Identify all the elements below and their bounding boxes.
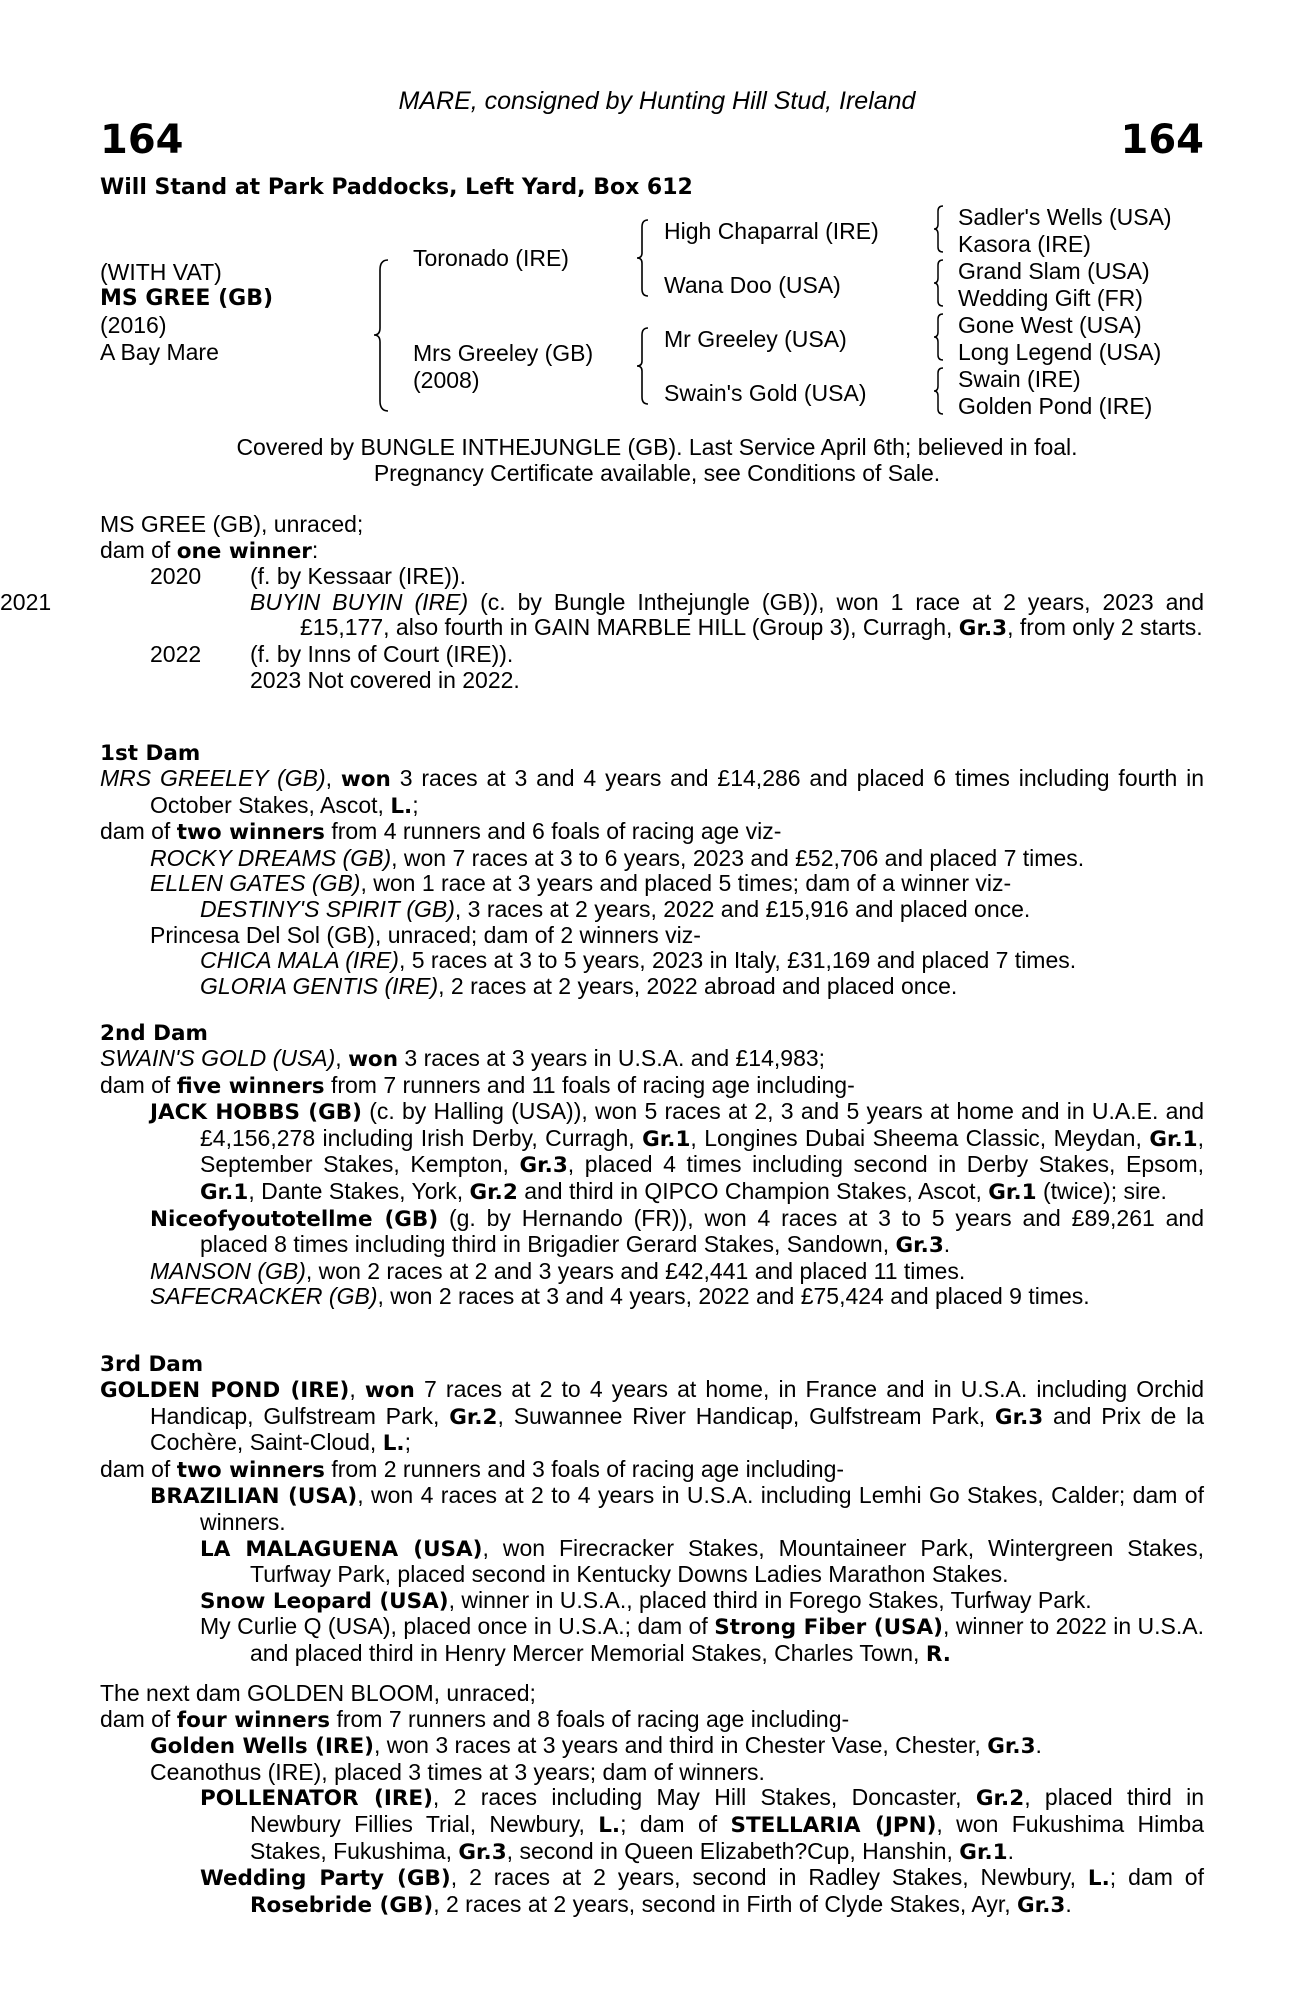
second-dam-produce-summary: dam of five winners from 7 runners and 11 foals of racing age including- [100,1071,855,1099]
pedigree-brace-sire [635,218,651,298]
lot-number-right: 164 [1120,117,1204,163]
pedigree-brace-g2 [932,258,946,308]
horse-name: MS GREE (GB) [100,286,274,311]
third-dam-section [100,1377,1204,1668]
third-dam-foal-1: BRAZILIAN (USA), won 4 races at 2 to 4 years in U.S.A. including Lemhi Go Stakes, Calder; dam of winners. [150,1482,1204,1535]
pedigree-g3-8: Golden Pond (IRE) [958,393,1153,419]
pedigree-brace-main [372,258,392,413]
pedigree-brace-g1 [932,204,946,254]
next-dam-grandfoal-1: POLLENATOR (IRE), 2 races including May Hill Stakes, Doncaster, Gr.2, placed third in Newbury Fillies Trial, Newbury, L.; dam of STELLARIA (JPN), won Fukushima Himba Stakes, Fukushima, Gr.3, second in Queen Elizabeth?Cup, Hanshin, Gr.1. [200,1784,1205,1865]
first-dam-section [100,766,1204,999]
covered-line-1: Covered by BUNGLE INTHEJUNGLE (GB). Last Service April 6th; believed in foal. [236,434,1078,460]
third-dam-grandfoal-2: Snow Leopard (USA), winner in U.S.A., placed third in Forego Stakes, Turfway Park. [200,1586,1092,1614]
produce-2021: 2021 BUYIN BUYIN (IRE) (c. by Bungle Inthejungle (GB)), won 1 race at 2 years, 2023 and £15,177, also fourth in GAIN MARBLE HILL (Group 3), Curragh, Gr.3, from only 2 starts. [0,588,1204,642]
produce-intro: MS GREE (GB), unraced; [100,511,364,537]
second-dam-foal-3: MANSON (GB), won 2 races at 2 and 3 years and £42,441 and placed 11 times. [150,1257,966,1284]
covered-line-2: Pregnancy Certificate available, see Conditions of Sale. [373,459,941,486]
pedigree-g3-4: Wedding Gift (FR) [958,285,1143,311]
second-dam-heading: 2nd Dam [100,1021,208,1046]
pedigree-g3-6: Long Legend (USA) [958,339,1162,365]
pedigree-sire-sire: High Chaparral (IRE) [664,218,879,244]
pedigree-dam: Mrs Greeley (GB) [413,340,594,366]
second-dam-section [100,1046,1204,1310]
produce-2020: 2020 (f. by Kessaar (IRE)). [150,563,466,590]
next-dam-grandfoal-2: Wedding Party (GB), 2 races at 2 years, second in Radley Stakes, Newbury, L.; dam of Rosebride (GB), 2 races at 2 years, second in Firth of Clyde Stakes, Ayr, Gr.3. [200,1864,1204,1918]
stand-location: Will Stand at Park Paddocks, Left Yard, Box 612 [100,175,693,200]
pedigree-sire: Toronado (IRE) [413,245,569,271]
third-dam-heading: 3rd Dam [100,1352,204,1377]
second-dam-record: SWAIN'S GOLD (USA), won 3 races at 3 years in U.S.A. and £14,983; [100,1045,826,1072]
horse-year: (2016) [100,312,167,338]
first-dam-foal-3: Princesa Del Sol (GB), unraced; dam of 2 winners viz- [150,921,701,948]
first-dam-foal-2: ELLEN GATES (GB), won 1 race at 3 years and placed 5 times; dam of a winner viz- [150,870,1012,897]
pedigree-dam-year: (2008) [413,367,480,393]
third-dam-grandfoal-1: LA MALAGUENA (USA), won Firecracker Stakes, Mountaineer Park, Wintergreen Stakes, Turfway Park, placed second in Kentucky Downs Ladies Marathon Stakes. [200,1534,1204,1588]
third-dam-grandfoal-3: My Curlie Q (USA), placed once in U.S.A.; dam of Strong Fiber (USA), winner to 2022 in U.S.A. and placed third in Henry Mercer Memorial Stakes, Charles Town, R. [200,1613,1204,1667]
first-dam-produce-summary: dam of two winners from 4 runners and 6 foals of racing age viz- [100,818,782,846]
pedigree-g3-2: Kasora (IRE) [958,231,1091,257]
produce-dam-of: dam of one winner: [100,536,319,564]
first-dam-grandfoal-3: GLORIA GENTIS (IRE), 2 races at 2 years, 2022 abroad and placed once. [200,972,958,999]
next-dam-foal-2: Ceanothus (IRE), placed 3 times at 3 years; dam of winners. [150,1758,765,1785]
first-dam-foal-1: ROCKY DREAMS (GB), won 7 races at 3 to 6 years, 2023 and £52,706 and placed 7 times. [150,844,1085,871]
pedigree-sire-dam: Wana Doo (USA) [664,272,841,298]
produce-record [0,511,1204,693]
vat-note: (WITH VAT) [100,259,222,285]
pedigree-brace-dam [635,326,651,406]
next-dam-produce-summary: dam of four winners from 7 runners and 8 foals of racing age including- [100,1705,850,1733]
second-dam-foal-2: Niceofyoutotellme (GB) (g. by Hernando (FR)), won 4 races at 3 to 5 years and £89,261 and placed 8 times including third in Brigadier Gerard Stakes, Sandown, Gr.3. [150,1204,1204,1259]
lot-number-left: 164 [100,117,184,163]
first-dam-heading: 1st Dam [100,741,201,766]
pedigree-g3-1: Sadler's Wells (USA) [958,204,1172,230]
second-dam-foal-4: SAFECRACKER (GB), won 2 races at 3 and 4 years, 2022 and £75,424 and placed 9 times. [150,1283,1090,1310]
pedigree-dam-dam: Swain's Gold (USA) [664,380,867,406]
second-dam-foal-1: JACK HOBBS (GB) (c. by Halling (USA)), won 5 races at 2, 3 and 5 years at home and in U.A.E. and £4,156,278 including Irish Derby, Curragh, Gr.1, Longines Dubai Sheema Classic, Meydan, Gr.1, September Stakes, Kempton, Gr.3, placed 4 times including second in Derby Stakes, Epsom, Gr.1, Dante Stakes, York, Gr.2 and third in QIPCO Champion Stakes, Ascot, Gr.1 (twice); sire. [150,1098,1205,1205]
pedigree-g3-5: Gone West (USA) [958,312,1142,338]
consigned-line: MARE, consigned by Hunting Hill Stud, Ireland [398,87,916,115]
pedigree-brace-g4 [932,366,946,416]
first-dam-record: MRS GREELEY (GB), won 3 races at 3 and 4 years and £14,286 and placed 6 times including fourth in October Stakes, Ascot, L.; [100,765,1205,819]
pedigree-brace-g3 [932,312,946,362]
first-dam-grandfoal-2: CHICA MALA (IRE), 5 races at 3 to 5 years, 2023 in Italy, £31,169 and placed 7 times. [200,947,1077,974]
horse-description: A Bay Mare [100,339,219,365]
first-dam-grandfoal-1: DESTINY'S SPIRIT (GB), 3 races at 2 years, 2022 and £15,916 and placed once. [200,895,1031,922]
next-dam-record: The next dam GOLDEN BLOOM, unraced; [100,1680,536,1706]
pedigree-g3-7: Swain (IRE) [958,366,1081,392]
next-dam-foal-1: Golden Wells (IRE), won 3 races at 3 years and third in Chester Vase, Chester, Gr.3. [150,1732,1042,1760]
pedigree-g3-3: Grand Slam (USA) [958,258,1150,284]
produce-2023: 2023 Not covered in 2022. [250,666,520,693]
third-dam-record: GOLDEN POND (IRE), won 7 races at 2 to 4 years at home, in France and in U.S.A. including Orchid Handicap, Gulfstream Park, Gr.2, Suwannee River Handicap, Gulfstream Park, Gr.3 and Prix de la Cochère, Saint-Cloud, L.; [100,1376,1205,1457]
next-dam-section [100,1681,1204,1918]
produce-2022: 2022 (f. by Inns of Court (IRE)). [150,640,514,667]
pedigree-dam-sire: Mr Greeley (USA) [664,326,847,352]
third-dam-produce-summary: dam of two winners from 2 runners and 3 foals of racing age including- [100,1455,845,1483]
covered-note [0,435,1314,486]
